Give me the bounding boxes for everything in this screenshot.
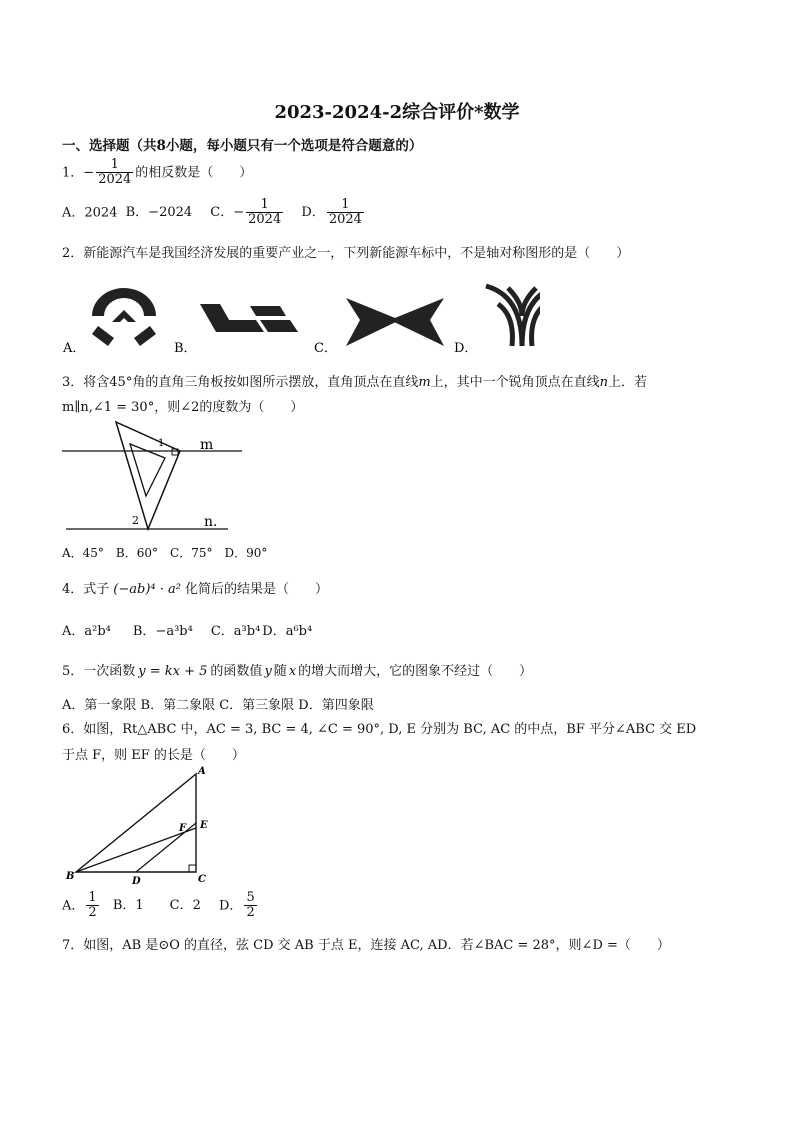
q3-text-b: 上，其中一个锐角顶点在直线 — [430, 375, 600, 390]
q3-n: n — [599, 375, 609, 390]
q1-fraction — [96, 158, 133, 188]
q1-option-c-fraction — [246, 198, 283, 228]
q5-text-b: 的函数值 — [210, 664, 263, 679]
q3-options: A．45° B．60° C．75° D．90° — [62, 546, 268, 560]
q3-m: m — [418, 375, 431, 390]
logo-a-icon — [92, 288, 156, 346]
question-3-line-1 — [62, 371, 647, 390]
question-6-line-1: 6．如图，Rt△ABC 中，AC = 3, BC = 4, ∠C = 90°, D, E 分别为 BC, AC 的中点，BF 平分∠ABC 交 ED — [62, 722, 697, 737]
page-title: 2023-2024-2综合评价*数学 — [274, 102, 520, 123]
q6-fig-label-b: B — [66, 871, 75, 882]
q6-option-bc: B．1 C．2 — [112, 898, 201, 914]
q6-opt-a-num: 1 — [88, 890, 97, 905]
question-7: 7．如图，AB 是⊙O 的直径，弦 CD 交 AB 于点 E，连接 AC, AD．若∠BAC = 28°，则∠D =（ ） — [62, 938, 670, 953]
q2-option-b-label: B． — [174, 341, 197, 356]
q4-option-b: B．−a³b⁴ — [132, 624, 193, 639]
q3-text-a: 3．将含45°角的直角三角板按如图所示摆放，直角顶点在直线 — [62, 375, 419, 390]
q4-option-d: D．a⁶b⁴ — [262, 624, 313, 639]
q1-frac-den: 2024 — [98, 172, 132, 188]
question-2: 2．新能源汽车是我国经济发展的重要产业之一，下列新能源车标中，不是轴对称图形的是（ ） — [62, 246, 630, 261]
q1-opt-d-num: 1 — [327, 198, 364, 213]
q2-option-c-label: C． — [314, 341, 337, 356]
q1-opt-d-den: 2024 — [328, 212, 362, 228]
q6-fig-label-d: D — [132, 876, 141, 887]
logo-b-icon — [200, 304, 298, 332]
q4-option-a: A．a²b⁴ — [62, 624, 111, 639]
q6-option-d-label: D． — [219, 898, 243, 914]
q1-options — [62, 198, 366, 228]
q1-number: 1． — [62, 165, 84, 181]
q1-frac-num: 1 — [96, 158, 133, 173]
q6-fig-label-c: C — [198, 874, 206, 885]
q3-figure — [62, 418, 252, 534]
q3-fig-label-n: n. — [204, 514, 218, 530]
q1-option-d-fraction — [327, 198, 364, 228]
q5-y: y — [264, 664, 272, 679]
q3-fig-label-1: 1 — [158, 438, 165, 449]
q4-text-b: 化简后的结果是（ ） — [184, 582, 328, 597]
q6-opt-d-num: 5 — [246, 890, 255, 905]
q5-text-a: 5．一次函数 — [62, 664, 136, 679]
q6-opt-a-den: 2 — [88, 905, 97, 921]
question-5 — [62, 660, 532, 679]
q1-option-c-label: C．− — [210, 205, 245, 221]
logo-d-icon — [486, 286, 540, 346]
q2-option-d-label: D． — [454, 341, 478, 356]
q6-opt-d-den: 2 — [246, 905, 255, 921]
q1-text: 的相反数是（ ） — [135, 165, 253, 181]
section-heading: 一、选择题（共8小题，每小题只有一个选项是符合题意的） — [62, 138, 423, 154]
q1-opt-c-num: 1 — [246, 198, 283, 213]
q6-option-a-fraction — [86, 891, 98, 921]
question-3-line-2: m∥n,∠1 = 30°，则∠2的度数为（ ） — [62, 400, 304, 415]
q4-expression: (−ab)⁴ · a² — [113, 582, 181, 597]
question-1 — [62, 158, 252, 188]
q3-fig-label-2: 2 — [132, 514, 139, 527]
q1-option-d-label: D． — [301, 205, 325, 221]
q4-text-a: 4．式子 — [62, 582, 110, 597]
q4-option-c: C．a³b⁴ — [210, 624, 261, 639]
q5-options: A．第一象限 B．第二象限 C．第三象限 D．第四象限 — [62, 698, 374, 713]
q6-fig-label-a: A — [198, 766, 206, 777]
q1-opt-c-den: 2024 — [248, 212, 282, 228]
q5-x: x — [288, 664, 297, 679]
question-4 — [62, 578, 328, 597]
q6-fig-label-e: E — [200, 820, 208, 831]
q3-fig-label-m: m — [200, 437, 214, 453]
q6-fig-label-f: F — [179, 823, 187, 834]
q2-option-a-label: A． — [63, 341, 86, 356]
q6-option-d-fraction — [244, 891, 256, 921]
q3-text-c: 上．若 — [608, 375, 648, 390]
q6-options — [62, 891, 259, 921]
q5-text-d: 的增大而增大，它的图象不经过（ ） — [298, 664, 533, 679]
q1-option-b: B．−2024 — [125, 205, 193, 221]
q5-expression: y = kx + 5 — [138, 664, 208, 679]
question-6-line-2: 于点 F，则 EF 的长是（ ） — [62, 748, 245, 763]
q6-option-a-label: A． — [62, 898, 85, 914]
logo-c-icon — [346, 298, 444, 346]
q2-logo-figures — [60, 276, 540, 356]
q5-text-c: 随 — [273, 664, 287, 679]
q6-figure — [62, 764, 222, 888]
q1-prefix: − — [83, 165, 95, 181]
q1-option-a: A．2024 — [62, 205, 118, 221]
q4-options — [62, 620, 318, 639]
